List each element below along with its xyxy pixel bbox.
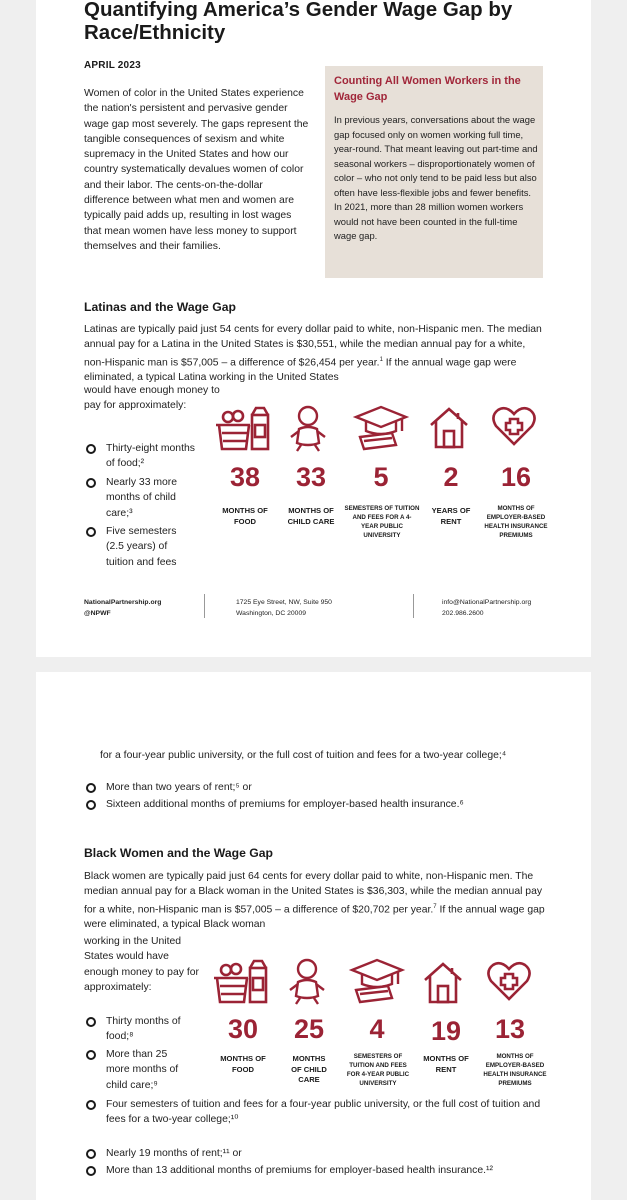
latinas-heading: Latinas and the Wage Gap [84, 300, 236, 314]
list-item: More than two years of rent;⁵ or [86, 780, 546, 796]
bullet-icon [86, 527, 96, 537]
house-icon [422, 960, 464, 1006]
list-item: Thirty months of food;⁸ [86, 1014, 206, 1044]
stat-label: MONTHS OF CHILD CARE [287, 506, 335, 526]
stat-label: MONTHS OF EMPLOYER-BASED HEALTH INSURANCE PREMIUMS [484, 505, 548, 539]
graduation-cap-icon [348, 956, 406, 1004]
bullet-icon [86, 1017, 96, 1027]
stat-label: MONTHS OF EMPLOYER-BASED HEALTH INSURANCE PREMIUMS [483, 1053, 547, 1087]
bullet-icon [86, 1100, 96, 1110]
list-item: Nearly 19 months of rent;¹¹ or [86, 1146, 556, 1162]
page-1 [36, 0, 591, 657]
page-title: Quantifying America’s Gender Wage Gap by Race/Ethnicity [84, 0, 513, 44]
bullet-icon [86, 1050, 96, 1060]
stat-label: SEMESTERS OF TUITION AND FEES FOR 4-YEAR PUBLIC UNIVERSITY [346, 1053, 410, 1087]
stat-label: MONTHS OF FOOD [222, 506, 268, 526]
bullet-icon [86, 1149, 96, 1159]
graduation-cap-icon [352, 403, 410, 451]
footer-twitter-handle[interactable]: @NPWF [84, 610, 111, 617]
list-item: Thirty-eight months of food;² [86, 441, 206, 471]
footer-address: 1725 Eye Street, NW, Suite 950 Washington, DC 20009 [236, 599, 332, 617]
sidebar-box [325, 66, 543, 278]
baby-icon [287, 405, 329, 453]
stat-value: 2 [443, 462, 459, 492]
continued-text: for a four-year public university, or the full cost of tuition and fees for a two-year college;⁴ [100, 750, 507, 761]
stat-value: 25 [293, 1014, 325, 1044]
baby-icon [286, 958, 328, 1006]
bullet-icon [86, 1166, 96, 1176]
stat-value: 38 [229, 462, 261, 492]
footer-website-link[interactable]: NationalPartnership.org [84, 599, 162, 606]
house-icon [428, 405, 470, 451]
stat-value: 33 [295, 462, 327, 492]
black-paragraph-a: Black women are typically paid just 64 cents for every dollar paid to white, non-Hispanic men. The median annual pay for a Black woman in the United States is $36,303, while the median annual pay for a white, non-Hispanic man is $57,005 – a difference of $20,702 per year.$^7$ If the annual wage gap were eliminated, a typical Black woman [84, 871, 545, 931]
list-item: Sixteen additional months of premiums for employer-based health insurance.⁶ [86, 797, 556, 813]
sidebar-text: In previous years, conversations about the wage gap focused only on women working full time, year-round. That meant leaving out part-time and seasonal workers – disproportionately women of color – who not only tend to be paid less but also often have less-flexible jobs and fewer benefits. In 2021, more than 28 million women workers would not have been counted in the full-time wage gap. [334, 114, 538, 241]
publication-date: APRIL 2023 [84, 60, 141, 71]
list-item: More than 25 more months of child care;⁹ [86, 1047, 206, 1093]
list-item: Five semesters (2.5 years) of tuition and fees [86, 524, 206, 570]
footer-contact [84, 597, 161, 619]
intro-paragraph: Women of color in the United States experience the nation's persistent and pervasive gender wage gap most severely. The gaps represent the tangible consequences of sexism and white supremacy in the United States and how our country systematically devalues women of color and their labor. The cents-on-the-dollar difference between what men and women are typically paid adds up, resulting in lost wages that mean women have less money to support themselves and their families. [84, 88, 309, 252]
sidebar-title: Counting All Women Workers in the Wage Gap [334, 75, 521, 103]
stat-label: MONTHS OF FOOD [220, 1054, 266, 1074]
stat-value: 4 [369, 1014, 385, 1044]
bullet-icon [86, 800, 96, 810]
black-women-heading: Black Women and the Wage Gap [84, 846, 273, 860]
stat-label: YEARS OF RENT [431, 506, 471, 526]
bullet-icon [86, 478, 96, 488]
stat-value: 13 [494, 1014, 526, 1044]
footer-divider [413, 594, 414, 618]
list-item: Nearly 33 more months of child care;³ [86, 475, 206, 520]
footer-phone: 202.986.2600 [442, 610, 484, 617]
page-2 [36, 672, 591, 1200]
stat-value: 19 [430, 1016, 462, 1046]
stat-value: 16 [500, 462, 532, 492]
heart-cross-icon [491, 405, 537, 447]
latinas-paragraph-b: would have enough money to pay for approximately: [84, 385, 220, 412]
stat-label: SEMESTERS OF TUITION AND FEES FOR A 4-YEAR PUBLIC UNIVERSITY [344, 505, 420, 539]
footer-divider [204, 594, 205, 618]
bullet-icon [86, 783, 96, 793]
stat-label: MONTHS OF CHILD CARE [291, 1054, 327, 1084]
bullet-icon [86, 444, 96, 454]
grocery-basket-icon [214, 405, 276, 453]
footer-email-phone [442, 597, 531, 619]
list-item: Four semesters of tuition and fees for a four-year public university, or the full cost of tuition and fees for a two-year college;¹⁰ [86, 1097, 556, 1143]
footer-email-link[interactable]: info@NationalPartnership.org [442, 599, 532, 606]
latinas-paragraph-a: Latinas are typically paid just 54 cents for every dollar paid to white, non-Hispanic men. The median annual pay for a Latina in the United States is $30,551, while the median annual pay for a white, non-Hispanic man is $57,005 – a difference of $26,454 per year.$^1$ If the annual wage gap were eliminated, a typical Latina working in the United States [84, 324, 542, 384]
stat-value: 30 [227, 1014, 259, 1044]
heart-cross-icon [486, 960, 532, 1002]
black-paragraph-b: working in the United States would have enough money to pay for approximately: [84, 936, 199, 993]
list-item: More than 13 additional months of premiums for employer-based health insurance.¹² [86, 1163, 556, 1195]
stat-value: 5 [373, 462, 389, 492]
stat-label: MONTHS OF RENT [423, 1054, 469, 1074]
grocery-basket-icon [212, 958, 274, 1006]
